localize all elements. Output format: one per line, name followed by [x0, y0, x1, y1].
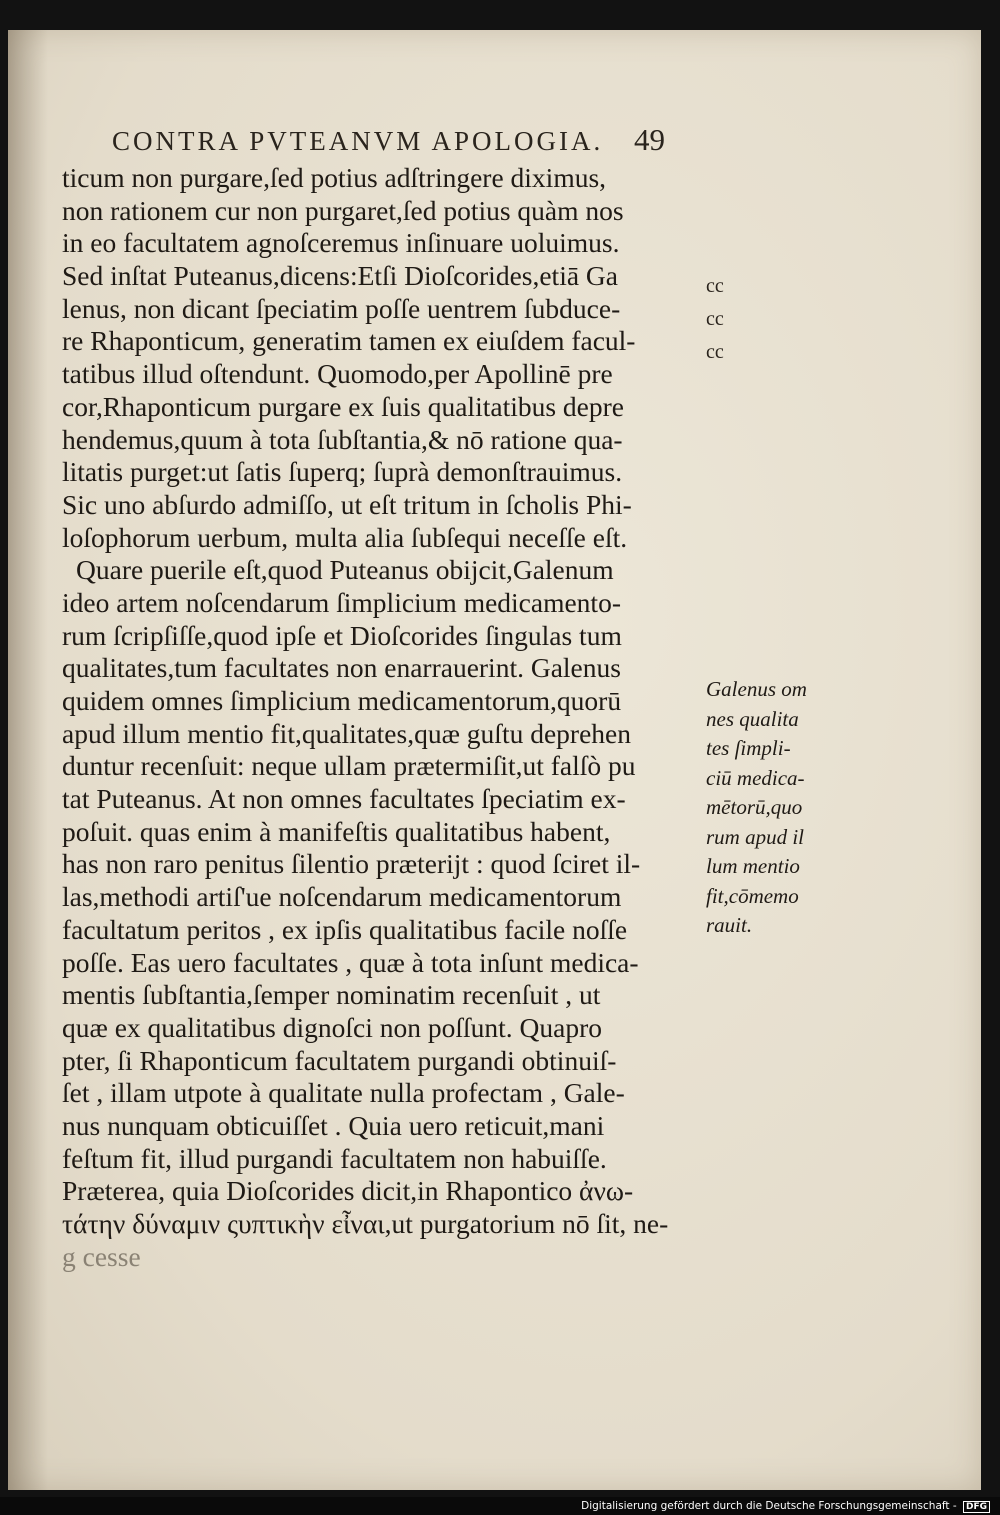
text-line: τάτην δύναμιν ςυπτικὴν εἶναι,ut purgatorium nō ſit, ne- — [62, 1208, 669, 1239]
text-line: apud illum mentio fit,qualitates,quæ guſtu deprehen — [62, 717, 631, 749]
text-line: non rationem cur non purgaret,ſed potius quàm nos — [62, 194, 624, 226]
text-line: ideo artem noſcendarum ſimplicium medicamento- — [62, 586, 621, 618]
page-number: 49 — [634, 122, 665, 157]
text-line: re Rhaponticum, generatim tamen ex eiuſdem facul- — [62, 325, 636, 357]
marginal-note-line: nes qualita — [706, 706, 799, 731]
text-line: poſſe. Eas uero facultates , quæ à tota inſunt medica- — [62, 946, 639, 978]
quote-mark: cc — [706, 308, 724, 330]
marginal-note-line: fit,cōmemo — [706, 883, 799, 908]
text-line: facultatum peritos , ex ipſis qualitatibus facile noſſe — [62, 913, 628, 945]
text-line: quæ ex qualitatibus dignoſci non poſſunt. Quapro — [62, 1011, 603, 1043]
text-line: litatis purget:ut ſatis ſuperq; ſuprà demonſtrauimus. — [62, 456, 623, 488]
digitization-footer — [581, 1500, 990, 1513]
text-line: loſophorum uerbum, multa alia ſubſequi neceſſe eſt. — [62, 521, 628, 553]
text-line: Quare puerile eſt,quod Puteanus obijcit,Galenum — [76, 554, 614, 586]
text-line: Sed inſtat Puteanus,dicens:Etſi Dioſcorides,etiā Ga — [62, 260, 618, 292]
footer-text: Digitalisierung gefördert durch die Deutsche Forschungsgemeinschaft - — [581, 1500, 957, 1512]
marginal-note-line: Galenus om — [706, 677, 807, 701]
quote-mark: cc — [706, 275, 724, 297]
text-line: las,methodi artiſ'ue noſcendarum medicamentorum — [62, 881, 622, 913]
text-line: Sic uno abſurdo admiſſo, ut eſt tritum in ſcholis Phi- — [62, 488, 632, 520]
text-line: ſet , illam utpote à qualitate nulla profectam , Gale- — [62, 1077, 625, 1109]
text-line: duntur recenſuit: neque ullam prætermiſit,ut falſò pu — [62, 750, 636, 782]
quotation-marks — [706, 270, 736, 369]
text-line: poſuit. quas enim à manifeſtis qualitatibus habent, — [62, 815, 611, 847]
text-line: Præterea, quia Dioſcorides dicit,in Rhapontico ἀνω- — [62, 1175, 634, 1207]
text-line: in eo facultatem agnoſceremus inſinuare uoluimus. — [62, 227, 620, 259]
text-line: ticum non purgare,ſed potius adſtringere diximus, — [62, 162, 607, 193]
text-line: nus nunquam obticuiſſet . Quia uero reticuit,mani — [62, 1109, 605, 1141]
text-line: tat Puteanus. At non omnes facultates ſpeciatim ex- — [62, 783, 626, 815]
text-line: lenus, non dicant ſpeciatim poſſe uentrem ſubduce- — [62, 292, 621, 324]
text-line: qualitates,tum facultates non enarrauerint. Galenus — [62, 652, 621, 684]
quote-mark: cc — [706, 341, 724, 363]
text-line: pter, ſi Rhaponticum facultatem purgandi obtinuiſ- — [62, 1044, 617, 1076]
text-line: g cesse — [62, 1240, 141, 1272]
text-line: feſtum fit, illud purgandi facultatem non habuiſſe. — [62, 1142, 607, 1174]
marginal-note-line: mētorū,quo — [706, 795, 803, 819]
text-line: quidem omnes ſimplicium medicamentorum,quorū — [62, 685, 622, 716]
running-head — [112, 122, 712, 157]
running-head-title: CONTRA PVTEANVM APOLOGIA. — [112, 126, 604, 156]
marginal-note — [706, 675, 826, 941]
text-line: rum ſcripſiſſe,quod ipſe et Dioſcorides ſingulas tum — [62, 619, 622, 651]
text-line: hendemus,quum à tota ſubſtantia,& nō ratione qua- — [62, 423, 623, 455]
text-line: cor,Rhaponticum purgare ex ſuis qualitatibus depre — [62, 390, 624, 422]
marginal-note-line: tes ſimpli- — [706, 736, 791, 760]
marginal-note-line: rum apud il — [706, 824, 805, 849]
body-text — [62, 162, 702, 1273]
marginal-note-line: ciū medica- — [706, 765, 805, 790]
text-line: mentis ſubſtantia,ſemper nominatim recenſuit , ut — [62, 979, 601, 1011]
marginal-note-line: rauit. — [706, 913, 753, 937]
text-line: tatibus illud oſtendunt. Quomodo,per Apollinē pre — [62, 358, 613, 390]
gutter-shadow — [8, 30, 48, 1490]
marginal-note-line: lum mentio — [706, 854, 800, 878]
text-line: has non raro penitus ſilentio præterijt : quod ſciret il- — [62, 848, 641, 880]
dfg-logo: DFG — [963, 1501, 990, 1513]
